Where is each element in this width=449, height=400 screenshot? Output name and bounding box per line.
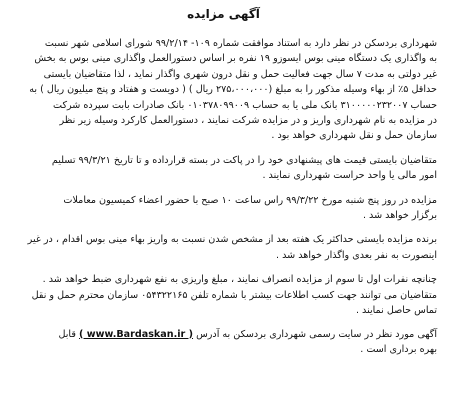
paragraph-line: حساب ۳۱۰۰۰۰۰۲۳۲۰۰۷ بانک ملی یا به حساب ۰۱۰۳۷۸۰۹۹۰۰۹ بانک صادرات بابت سپرده شرکت	[53, 99, 437, 111]
website-link[interactable]: ( www.Bardaskan.ir )	[79, 328, 194, 340]
paragraph-line: چنانچه نفرات اول تا سوم از مزایده انصراف نمایند ، مبلغ واریزی به نفع شهرداری ضبط خواهد شد .	[42, 274, 437, 286]
paragraph-line: در مزایده به نام شهرداری واریز و در مزایده شرکت نمایند ، دستورالعمل کارکرد وسیله زیر نظر	[59, 115, 437, 127]
paragraph-withdrawal	[10, 272, 437, 318]
paragraph-line: غیر دولتی به مدت ۷ سال جهت فعالیت حمل و نقل درون شهری واگذار نماید ، لذا متقاضیان بایستی	[43, 68, 437, 80]
paragraph-line: سازمان حمل و نقل شهرداری خواهد بود .	[271, 130, 437, 142]
paragraph-line: به واگذاری یک دستگاه مینی بوس ایسوزو ۱۹ نفره بر اساس دستورالعمل واگذاری مینی بوس به بخش	[34, 53, 437, 65]
paragraph-line: حداقل ۵٪ از بهاء وسیله مذکور را به مبلغ (۲۷۵،۰۰۰،۰۰۰ ریال ) ( دویست و هفتاد و پنج میلیون ریال ) به	[29, 84, 437, 96]
website-notice-line-2: بهره برداری است .	[360, 343, 437, 355]
paragraph-winner	[10, 232, 437, 263]
paragraph-line: امور مالی یا واحد حراست شهرداری نمایند .	[262, 170, 437, 182]
paragraph-line: شهرداری بردسکن در نظر دارد به استناد موافقت شماره ۱۰۹- ۹۹/۲/۱۴ شورای اسلامی شهر نسبت	[44, 38, 437, 49]
paragraph-line: برنده مزایده بایستی حداکثر یک هفته بعد از مشخص شدن نسبت به واریز بهاء مینی بوس اقدام ، در غیر	[27, 234, 437, 246]
paragraph-auction-date	[10, 193, 437, 224]
paragraph-line: مزایده در روز پنج شنبه مورخ ۹۹/۳/۲۲ راس ساعت ۱۰ صبح با حضور اعضاء کمیسیون معاملات	[63, 194, 437, 206]
paragraph-line: متقاضیان می توانند جهت کسب اطلاعات بیشتر با شماره تلفن ۰۵۴۳۲۲۱۶۵ سازمان محترم حمل و نقل	[31, 289, 437, 301]
paragraph-bids	[10, 153, 437, 184]
website-notice-line	[10, 327, 437, 342]
paragraph-line: برگزار خواهد شد .	[362, 210, 437, 222]
paragraph-line: تماس حاصل نمایند .	[355, 305, 437, 317]
paragraph-line: اینصورت به نفر بعدی واگذار خواهد شد .	[276, 249, 437, 261]
paragraph-line: متقاضیان بایستی قیمت های پیشنهادی خود را در پاکت در بسته قرارداده و تا تاریخ ۹۹/۳/۲۱ تسلیم	[51, 154, 437, 166]
website-notice-text: آگهی مورد نظر در سایت رسمی شهرداری بردسکن به آدرس	[196, 328, 437, 340]
website-notice-suffix: قابل	[58, 328, 76, 340]
website-notice	[10, 327, 437, 358]
paragraph-main	[10, 36, 437, 144]
notice-title: آگهی مزایده	[187, 7, 260, 21]
